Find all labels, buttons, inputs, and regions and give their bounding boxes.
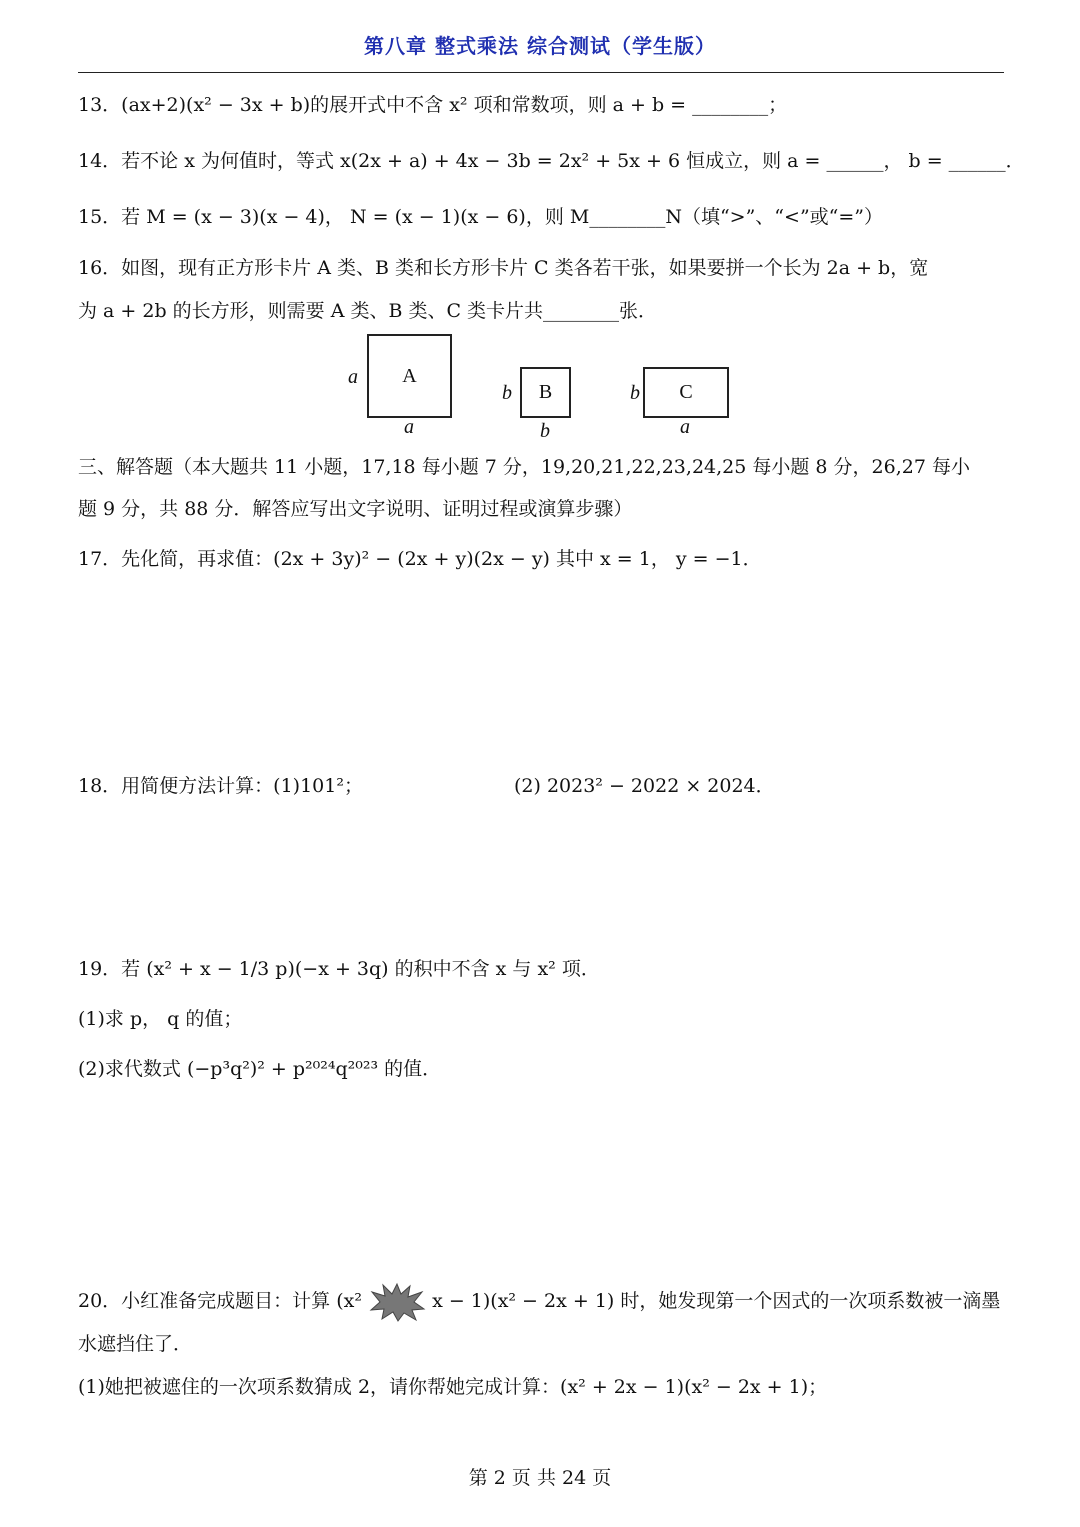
card-a: A — [367, 334, 452, 418]
question-20-line-2: 水遮挡住了． — [78, 1333, 193, 1355]
section-3-heading-line-2: 题 9 分，共 88 分．解答应写出文字说明、证明过程或演算步骤） — [78, 498, 633, 520]
card-c-side-label: b — [630, 382, 640, 404]
header-divider — [78, 72, 1004, 73]
question-18-part-2: (2) 2023² − 2022 × 2024． — [514, 775, 775, 797]
question-16-line-1: 16．如图，现有正方形卡片 A 类、B 类和长方形卡片 C 类各若干张，如果要拼一个长为 2a + b，宽 — [78, 257, 929, 279]
card-a-side-label: a — [348, 366, 358, 388]
card-b-bottom-label: b — [540, 420, 550, 442]
card-c-bottom-label: a — [680, 416, 690, 438]
question-16-line-2: 为 a + 2b 的长方形，则需要 A 类、B 类、C 类卡片共________张． — [78, 300, 658, 322]
question-19: 19．若 (x² + x − 1/3 p)(−x + 3q) 的积中不含 x 与 x² 项． — [78, 958, 600, 980]
section-3-heading-line-1: 三、解答题（本大题共 11 小题，17,18 每小题 7 分，19,20,21,22,23,24,25 每小题 8 分，26,27 每小 — [78, 456, 970, 478]
page-number: 第 2 页 共 24 页 — [468, 1467, 612, 1489]
question-15: 15．若 M = (x − 3)(x − 4)， N = (x − 1)(x − 6)，则 M________N（填“>”、“<”或“=”） — [78, 206, 884, 228]
question-20-sub-1: (1)她把被遮住的一次项系数猜成 2，请你帮她完成计算：(x² + 2x − 1)(x² − 2x + 1)； — [78, 1376, 828, 1398]
question-20-prefix: 20．小红准备完成题目：计算 (x² — [78, 1290, 362, 1312]
question-17: 17．先化简，再求值：(2x + 3y)² − (2x + y)(2x − y) 其中 x = 1， y = −1． — [78, 548, 762, 570]
card-a-bottom-label: a — [404, 416, 414, 438]
question-20 — [78, 1282, 1000, 1322]
question-18-part-1: 18．用简便方法计算：(1)101²； — [78, 775, 363, 797]
question-19-sub-2: (2)求代数式 (−p³q²)² + p²⁰²⁴q²⁰²³ 的值． — [78, 1058, 442, 1080]
card-b-side-label: b — [502, 382, 512, 404]
card-figure — [0, 330, 1080, 450]
question-14: 14．若不论 x 为何值时，等式 x(2x + a) + 4x − 3b = 2x² + 5x + 6 恒成立，则 a = ______， b = ______． — [78, 150, 1025, 172]
page-title: 第八章 整式乘法 综合测试（学生版） — [364, 34, 716, 58]
question-13: 13．(ax+2)(x² − 3x + b)的展开式中不含 x² 项和常数项，则 a + b = ________； — [78, 94, 788, 116]
ink-blot-icon — [368, 1282, 426, 1322]
question-19-sub-1: (1)求 p， q 的值； — [78, 1008, 243, 1030]
question-20-suffix: x − 1)(x² − 2x + 1) 时，她发现第一个因式的一次项系数被一滴墨 — [432, 1290, 1001, 1312]
card-c: C — [643, 367, 729, 418]
card-b: B — [520, 367, 571, 418]
